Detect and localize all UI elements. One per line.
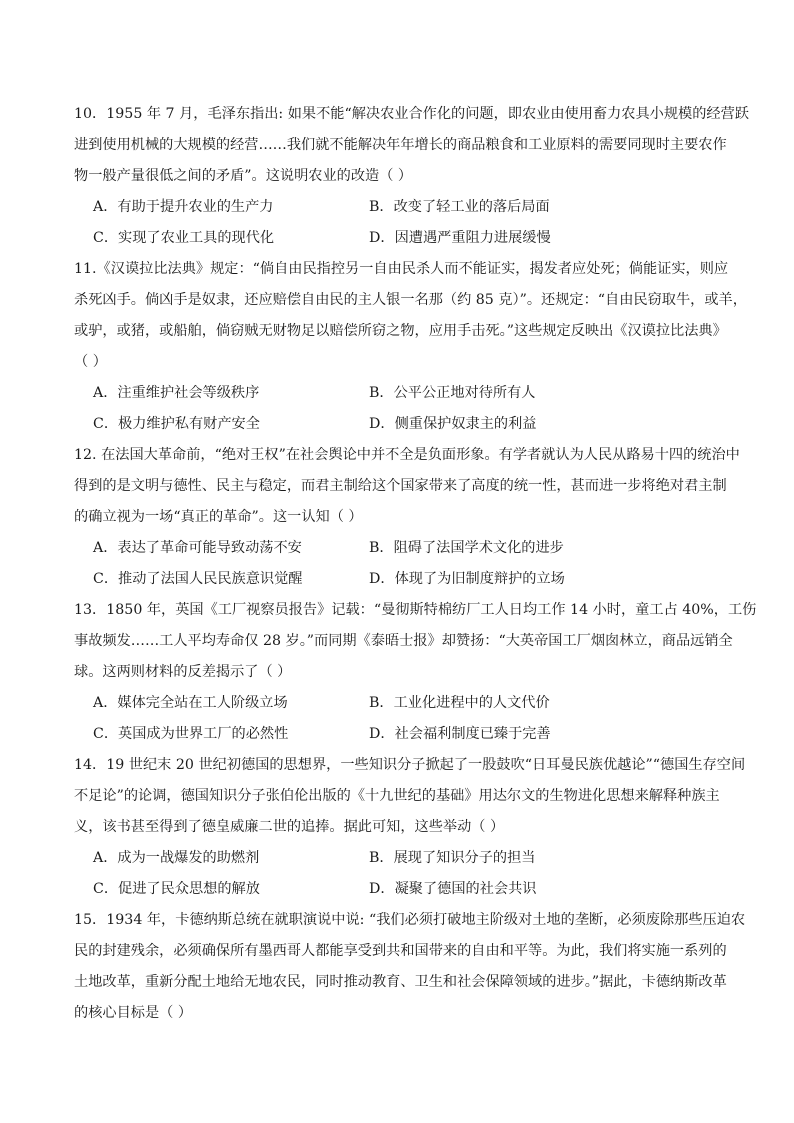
- question-15-line-1: 15．1934 年，卡德纳斯总统在就职演说中说: “我们必须打破地主阶级对土地的垄断，必须废除那些压迫农: [74, 912, 746, 928]
- question-13-line-1: 13．1850 年，英国《工厂视察员报告》记载：“曼彻斯特棉纺厂工人日均工作 14 小时，童工占 40%，工伤: [74, 602, 757, 618]
- option-d: D．社会福利制度已臻于完善: [369, 726, 551, 742]
- question-15-line-3: 土地改革，重新分配土地给无地农民，同时推动教育、卫生和社会保障领域的进步。”据此，卡德纳斯改革: [74, 974, 727, 990]
- question-10-options: [74, 192, 734, 254]
- question-12-line-3: 的确立视为一场“真正的革命”。这一认知（ ）: [74, 509, 363, 525]
- question-11-line-1: 11.《汉谟拉比法典》规定：“倘自由民指控另一自由民杀人而不能证实，揭发者应处死；倘能证实，则应: [74, 261, 729, 277]
- option-b: B．公平公正地对待所有人: [369, 385, 536, 401]
- option-c: C．极力维护私有财产安全: [93, 416, 260, 432]
- option-a: A．表达了革命可能导致动荡不安: [93, 540, 302, 556]
- option-d: D．侧重保护奴隶主的利益: [369, 416, 537, 432]
- question-14-line-3: 义，该书甚至得到了德皇威廉二世的追捧。据此可知，这些举动（ ）: [74, 819, 505, 835]
- question-13-line-3: 球。这两则材料的反差揭示了（ ）: [74, 664, 292, 680]
- option-d: D．凝聚了德国的社会共识: [369, 881, 537, 897]
- question-13: [74, 595, 757, 750]
- question-12-line-1: 12. 在法国大革命前，“绝对王权”在社会舆论中并不全是负面形象。有学者就认为人民从路易十四的统治中: [74, 447, 740, 463]
- question-11-line-3: 或驴，或猪，或船舶，倘窃贼无财物足以赔偿所窃之物，应用手击死。”这些规定反映出《汉谟拉比法典》: [74, 323, 727, 339]
- question-12-line-2: 得到的是文明与德性、民主与稳定，而君主制给这个国家带来了高度的统一性，甚而进一步将绝对君主制: [74, 478, 727, 494]
- question-14-options: [74, 843, 734, 905]
- question-11-line-4: （ ）: [74, 354, 107, 370]
- question-14-line-1: 14．19 世纪末 20 世纪初德国的思想界，一些知识分子掀起了一股鼓吹“日耳曼民族优越论”“德国生存空间: [74, 757, 746, 773]
- question-13-line-2: 事故频发……工人平均寿命仅 28 岁。”而同期《泰晤士报》却赞扬：“大英帝国工厂烟囱林立，商品远销全: [74, 633, 733, 649]
- question-11-options: [74, 378, 734, 440]
- option-b: B．展现了知识分子的担当: [369, 850, 536, 866]
- option-a: A．媒体完全站在工人阶级立场: [93, 695, 288, 711]
- option-b: B．工业化进程中的人文代价: [369, 695, 550, 711]
- question-12: [74, 440, 740, 595]
- question-15: [74, 905, 746, 1029]
- question-10-line-2: 进到使用机械的大规模的经营……我们就不能解决年年增长的商品粮食和工业原料的需要同现时主要农作: [74, 137, 727, 153]
- question-15-line-4: 的核心目标是（ ）: [74, 1005, 193, 1021]
- option-a: A．有助于提升农业的生产力: [93, 199, 274, 215]
- option-c: C．实现了农业工具的现代化: [93, 230, 275, 246]
- option-d: D．因遭遇严重阻力进展缓慢: [369, 230, 551, 246]
- option-b: B．改变了轻工业的落后局面: [369, 199, 550, 215]
- question-15-line-2: 民的封建残余，必须确保所有墨西哥人都能享受到共和国带来的自由和平等。为此，我们将实施一系列的: [74, 943, 727, 959]
- option-d: D．体现了为旧制度辩护的立场: [369, 571, 565, 587]
- option-a: A．成为一战爆发的助燃剂: [93, 850, 260, 866]
- question-14-line-2: 不足论”的论调，德国知识分子张伯伦出版的《十九世纪的基础》用达尔文的生物进化思想来解释种族主: [74, 788, 720, 804]
- question-list: [74, 99, 757, 1029]
- question-10-line-1: 10．1955 年 7 月，毛泽东指出: 如果不能“解决农业合作化的问题，即农业由使用畜力农具小规模的经营跃: [74, 106, 749, 122]
- option-c: C．促进了民众思想的解放: [93, 881, 260, 897]
- option-a: A．注重维护社会等级秩序: [93, 385, 260, 401]
- question-11-line-2: 杀死凶手。倘凶手是奴隶，还应赔偿自由民的主人银一名那（约 85 克）”。还规定：“自由民窃取牛，或羊，: [74, 292, 747, 308]
- question-12-options: [74, 533, 734, 595]
- option-c: C．英国成为世界工厂的必然性: [93, 726, 289, 742]
- question-14: [74, 750, 746, 905]
- question-13-options: [74, 688, 734, 750]
- option-c: C．推动了法国人民民族意识觉醒: [93, 571, 303, 587]
- question-10-line-3: 物一般产量很低之间的矛盾”。这说明农业的改造（ ）: [74, 168, 413, 184]
- question-10: [74, 99, 749, 254]
- option-b: B．阻碍了法国学术文化的进步: [369, 540, 564, 556]
- question-11: [74, 254, 747, 440]
